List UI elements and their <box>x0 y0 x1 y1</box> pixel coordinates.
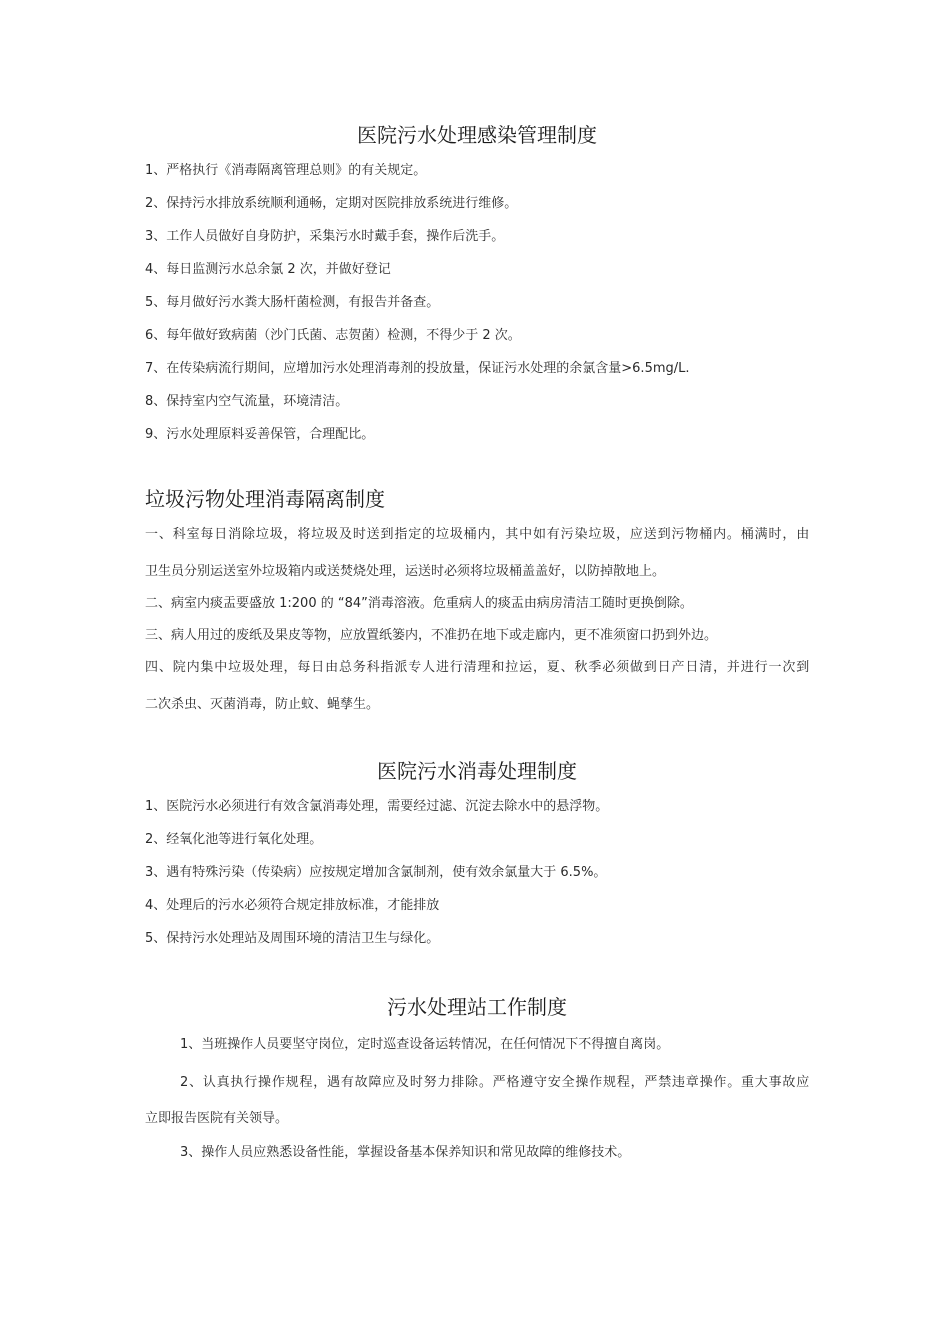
paragraph-line: 三、病人用过的废纸及果皮等物，应放置纸篓内，不准扔在地下或走廊内，更不准须窗口扔到外边。 <box>145 628 718 643</box>
section-title: 垃圾污物处理消毒隔离制度 <box>145 487 385 511</box>
paragraph-line: 卫生员分别运送室外垃圾箱内或送焚烧处理，运送时必须将垃圾桶盖盖好，以防掉散地上。 <box>145 564 666 579</box>
section-title: 医院污水消毒处理制度 <box>377 759 577 783</box>
section-title: 污水处理站工作制度 <box>387 995 567 1019</box>
list-item: 2、经氧化池等进行氧化处理。 <box>145 832 323 847</box>
list-item: 1、严格执行《消毒隔离管理总则》的有关规定。 <box>145 163 427 178</box>
paragraph-line: 四、院内集中垃圾处理，每日由总务科指派专人进行清理和拉运，夏、秋季必须做到日产日清，并进行一次到 <box>145 660 809 675</box>
list-item: 9、污水处理原料妥善保管，合理配比。 <box>145 427 375 442</box>
section-sewage-infection-management <box>145 120 809 444</box>
document-content <box>145 120 809 1162</box>
paragraph-line: 二、病室内痰盂要盛放 1:200 的 “84”消毒溶液。危重病人的痰盂由病房清洁工随时更换倒除。 <box>145 596 693 611</box>
section-treatment-station-work <box>145 992 809 1162</box>
list-item: 1、医院污水必须进行有效含氯消毒处理，需要经过滤、沉淀去除水中的悬浮物。 <box>145 799 609 814</box>
section-title: 医院污水处理感染管理制度 <box>357 123 597 147</box>
list-item: 3、遇有特殊污染（传染病）应按规定增加含氯制剂，使有效余氯量大于 6.5%。 <box>145 865 607 880</box>
list-item: 4、处理后的污水必须符合规定排放标准，才能排放 <box>145 898 440 913</box>
list-item: 4、每日监测污水总余氯 2 次，并做好登记 <box>145 262 391 277</box>
list-item: 5、每月做好污水粪大肠杆菌检测，有报告并备查。 <box>145 295 440 310</box>
paragraph-line: 立即报告医院有关领导。 <box>145 1111 289 1126</box>
list-item: 2、保持污水排放系统顺利通畅，定期对医院排放系统进行维修。 <box>145 196 518 211</box>
list-item: 3、工作人员做好自身防护，采集污水时戴手套，操作后洗手。 <box>145 229 505 244</box>
paragraph-line: 3、操作人员应熟悉设备性能，掌握设备基本保养知识和常见故障的维修技术。 <box>180 1145 631 1160</box>
section-sewage-disinfection <box>145 756 809 948</box>
paragraph-line: 2、认真执行操作规程，遇有故障应及时努力排除。严格遵守安全操作规程，严禁违章操作。重大事故应 <box>180 1075 809 1090</box>
paragraph-line: 二次杀虫、灭菌消毒，防止蚊、蝇孳生。 <box>145 697 380 712</box>
list-item: 7、在传染病流行期间，应增加污水处理消毒剂的投放量，保证污水处理的余氯含量>6.5mg/L. <box>145 361 690 376</box>
paragraph-line: 1、当班操作人员要坚守岗位，定时巡查设备运转情况，在任何情况下不得擅自离岗。 <box>180 1037 670 1052</box>
section-waste-disinfection-isolation <box>145 484 809 714</box>
list-item: 6、每年做好致病菌（沙门氏菌、志贺菌）检测，不得少于 2 次。 <box>145 328 521 343</box>
list-item: 5、保持污水处理站及周围环境的清洁卫生与绿化。 <box>145 931 440 946</box>
paragraph-line: 一、科室每日消除垃圾，将垃圾及时送到指定的垃圾桶内，其中如有污染垃圾，应送到污物桶内。桶满时，由 <box>145 527 809 542</box>
list-item: 8、保持室内空气流量，环境清洁。 <box>145 394 349 409</box>
